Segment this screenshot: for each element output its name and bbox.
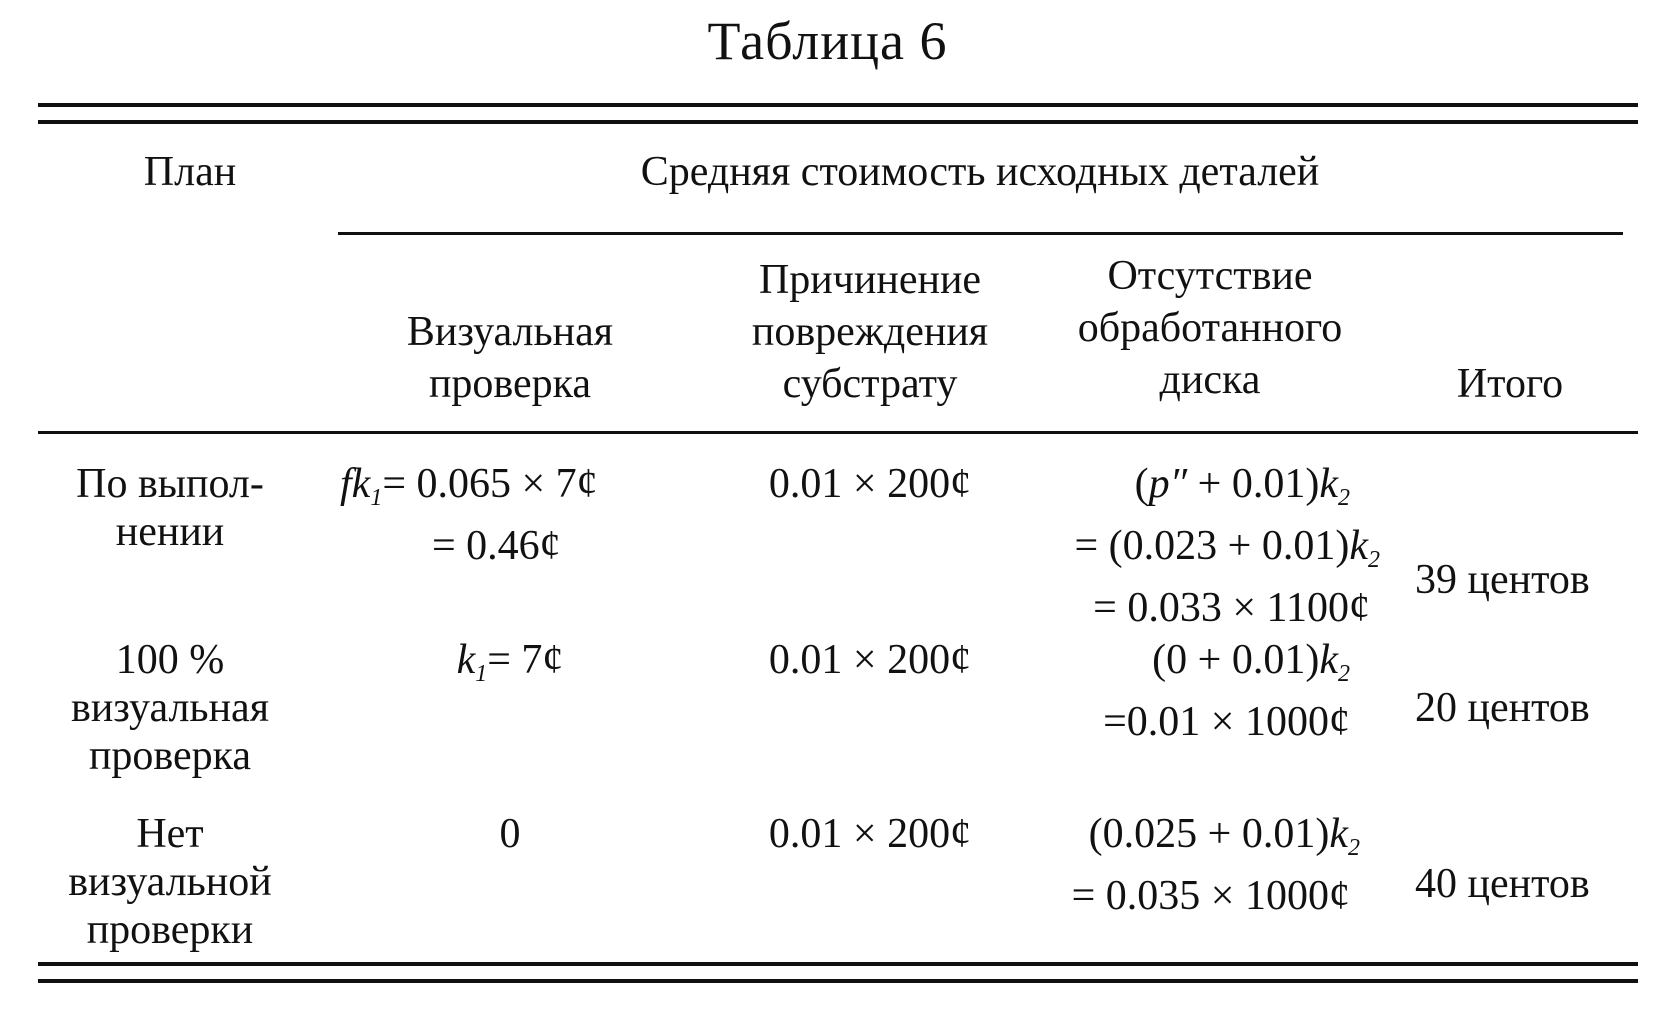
plan-line: проверки [86, 907, 254, 953]
formula-sub: 1 [370, 485, 383, 511]
formula-rest: = 7¢ [487, 637, 564, 683]
formula-sub: 2 [1338, 661, 1350, 687]
plan-line: Нет [136, 811, 204, 857]
header-visual [340, 306, 680, 410]
absence-formula-line [1010, 810, 1380, 872]
plan-line: 100 % [115, 637, 225, 683]
formula-rest: + 0.01) [1197, 461, 1320, 507]
formula-text: = (0.023 + 0.01) [1074, 523, 1350, 569]
row1-absence [1010, 460, 1380, 632]
header-damage-line: Причинение [758, 257, 982, 303]
row1-visual [340, 460, 680, 570]
plan-line: нении [115, 509, 225, 555]
absence-formula-line: = 0.035 × 1000¢ [1071, 873, 1350, 919]
row3-total: 40 центов [1415, 861, 1590, 907]
row3-absence [1010, 810, 1380, 920]
row1-damage: 0.01 × 200¢ [768, 461, 972, 507]
row3-damage: 0.01 × 200¢ [768, 811, 972, 857]
header-damage-line: повреждения [751, 309, 989, 355]
formula-sub: 2 [1368, 547, 1380, 573]
formula-var: k [456, 637, 476, 683]
row3-plan [50, 810, 290, 954]
formula-text: (0 + 0.01) [1152, 637, 1320, 683]
group-rule [338, 232, 1623, 235]
header-absence-line: обработанного [1077, 305, 1343, 351]
top-rule-2 [38, 120, 1638, 124]
plan-line: визуальная [70, 685, 270, 731]
header-plan: План [143, 149, 237, 195]
header-visual-line: Визуальная [406, 309, 614, 355]
formula-k: k [1319, 637, 1338, 683]
absence-formula-line [1010, 460, 1380, 522]
row2-plan [50, 636, 290, 780]
table-caption: Таблица 6 [707, 11, 948, 71]
visual-formula-line [340, 460, 680, 522]
formula-var: fk [340, 461, 371, 507]
row2-visual [340, 636, 680, 698]
absence-formula-line [1010, 522, 1380, 584]
header-absence [1050, 250, 1370, 406]
row1-total: 39 центов [1415, 557, 1590, 603]
row2-total: 20 центов [1415, 685, 1590, 731]
formula-k: k [1319, 461, 1338, 507]
row1-plan [50, 460, 290, 556]
formula-sub: 2 [1348, 835, 1360, 861]
header-damage [720, 254, 1020, 410]
formula-text: (0.025 + 0.01) [1088, 811, 1330, 857]
absence-formula-line: = 0.033 × 1100¢ [1093, 585, 1370, 631]
formula-sub: 2 [1338, 485, 1350, 511]
visual-formula-line: = 0.46¢ [432, 523, 561, 569]
header-total: Итого [1456, 361, 1564, 407]
absence-formula-line: =0.01 × 1000¢ [1103, 699, 1350, 745]
formula-k: k [1349, 523, 1368, 569]
formula-var: p″ [1148, 461, 1188, 507]
formula-open: ( [1134, 461, 1149, 507]
absence-formula-line [1010, 636, 1380, 698]
header-absence-line: диска [1159, 357, 1261, 403]
bottom-rule-2 [38, 979, 1638, 983]
plan-line: проверка [88, 733, 252, 779]
header-group: Средняя стоимость исходных деталей [640, 149, 1320, 195]
header-rule [38, 431, 1638, 434]
row3-visual [340, 810, 680, 858]
plan-line: По выпол- [76, 461, 264, 507]
row2-absence [1010, 636, 1380, 746]
formula-rest: = 0.065 × 7¢ [382, 461, 598, 507]
header-absence-line: Отсутствие [1107, 253, 1313, 299]
row2-damage: 0.01 × 200¢ [768, 637, 972, 683]
top-rule-1 [38, 103, 1638, 107]
visual-formula-line [340, 636, 680, 698]
formula-sub: 1 [475, 661, 488, 687]
bottom-rule-1 [38, 962, 1638, 966]
header-damage-line: субстрату [782, 361, 958, 407]
visual-formula-line: 0 [499, 811, 521, 857]
header-visual-line: проверка [428, 361, 592, 407]
formula-k: k [1329, 811, 1348, 857]
plan-line: визуальной [68, 859, 272, 905]
